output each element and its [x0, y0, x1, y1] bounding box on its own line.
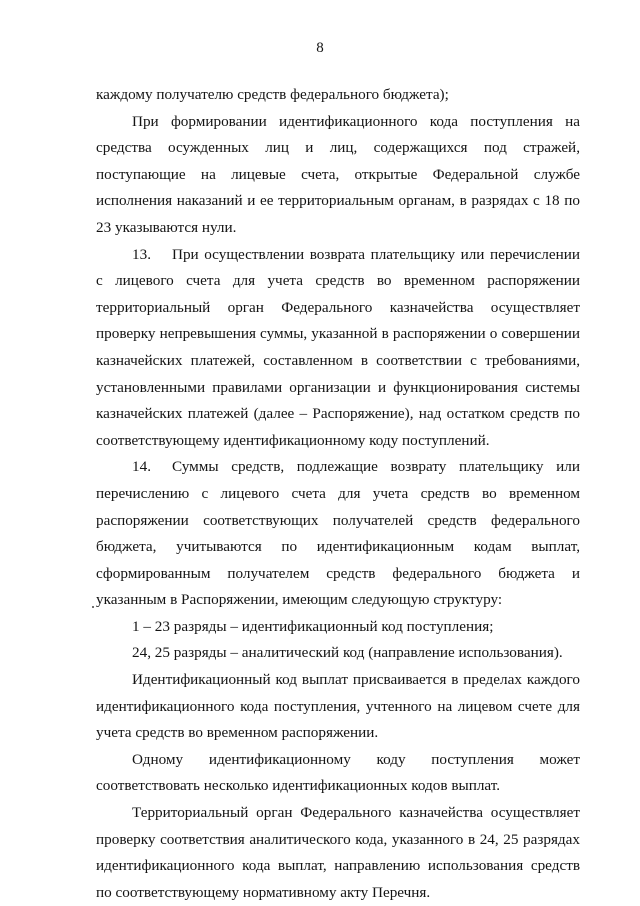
paragraph-continuation: каждому получателю средств федерального бюджета);: [96, 86, 449, 103]
paragraph-14: [96, 454, 580, 614]
paragraph-text: Суммы средств, подлежащие возврату плательщику или перечислению с лицевого счета для учета средств во временном распоряжении соответствующих получателей средств федерального бюджета, учитываются по идентификационным кодам выплат, сформированным получателем средств федерального бюджета и указанным в Распоряжении, имеющим следующую структуру:: [96, 458, 580, 609]
paragraph-number: 13.: [132, 245, 151, 263]
structure-item-1: 1 – 23 разряды – идентификационный код поступления;: [132, 617, 494, 635]
page-number: 8: [316, 40, 324, 56]
paragraph-zero-digits: При формировании идентификационного кода поступления на средства осужденных лиц и лиц, содержащихся под стражей, поступающие на лицевые счета, открытые Федеральной службе исполнения наказаний и ее территориальным органам, в разрядах с 18 по 23 указываются нули.: [96, 112, 580, 236]
paragraph-verification: Территориальный орган Федерального казначейства осуществляет проверку соответствия аналитического кода, указанного в 24, 25 разрядах идентификационного кода выплат, направлению использования средств по соответствующему нормативному акту Перечня.: [96, 804, 580, 901]
paragraph-number: 14.: [132, 458, 151, 476]
paragraph-payment-code: Идентификационный код выплат присваивается в пределах каждого идентификационного кода поступления, учтенного на лицевом счете для учета средств во временном распоряжении.: [96, 671, 580, 742]
paragraph-13: [96, 242, 580, 455]
structure-item-2: 24, 25 разряды – аналитический код (направление использования).: [132, 644, 563, 662]
paragraph-multiple-codes: Одному идентификационному коду поступления может соответствовать несколько идентификационных кодов выплат.: [96, 750, 580, 795]
paragraph-text: При осуществлении возврата плательщику или перечислении с лицевого счета для учета средств во временном распоряжении территориальный орган Федерального казначейства осуществляет проверку непревышения суммы, указанной в распоряжении о совершении казначейских платежей, составленном в соответствии с требованиями, установленными правилами организации и функционирования системы казначейских платежей (далее – Распоряжение), над остатком средств по соответствующему идентификационному коду поступлений.: [96, 245, 580, 449]
document-body: [96, 82, 580, 906]
scan-speck: [92, 606, 94, 608]
